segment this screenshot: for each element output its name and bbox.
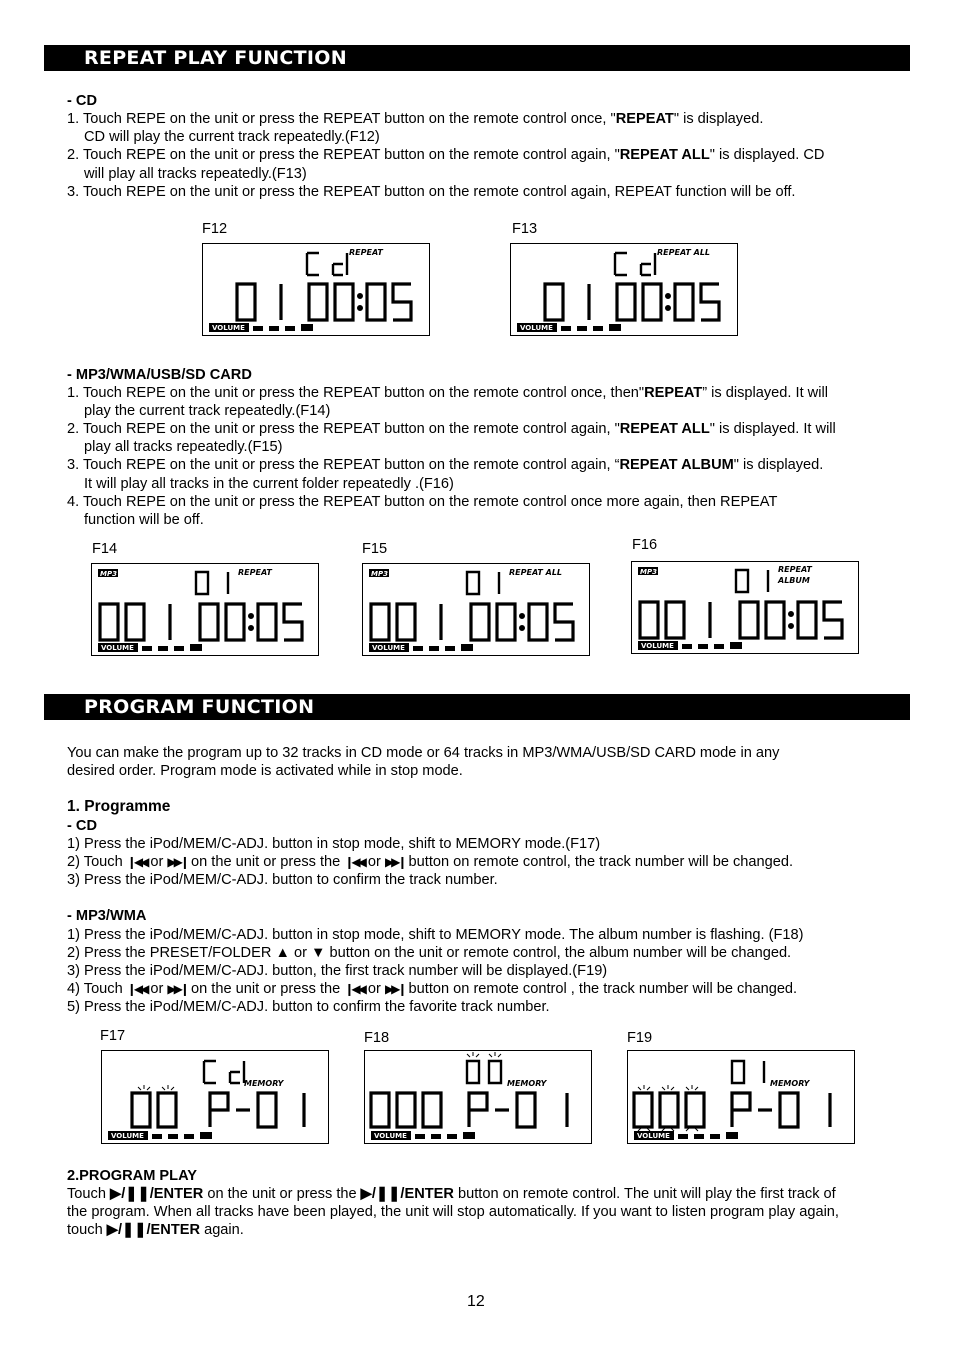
program-play-line-3: touch ▶/❚❚/ENTER again. xyxy=(67,1222,244,1238)
program-cd-step-2: 2) Touch ❙◀◀ or ▶▶❙ on the unit or press the ❙◀◀ or ▶▶❙ button on remote control, the track number will be changed. xyxy=(67,854,794,870)
flash-marks xyxy=(138,1085,174,1090)
indicator-text: REPEAT xyxy=(238,568,272,577)
figure-label: F15 xyxy=(362,541,388,557)
program-play-line-1: Touch ▶/❚❚/ENTER on the unit or press the ▶/❚❚/ENTER button on remote control. The unit will play the first track of xyxy=(67,1186,836,1202)
volume-label: VOLUME xyxy=(111,1132,144,1140)
next-track-icon: ▶▶❙ xyxy=(167,855,187,869)
volume-label: VOLUME xyxy=(641,642,674,650)
page-number: 12 xyxy=(467,1293,485,1310)
programme-heading: 1. Programme xyxy=(67,798,171,815)
repeat-cd-step-2: 2. Touch REPE on the unit or press the REPEAT button on the remote control again, "REPEAT ALL" is displayed. CD xyxy=(67,147,825,163)
indicator-text: REPEAT ALL xyxy=(657,248,711,257)
repeat-mp3-step-3: 3. Touch REPE on the unit or press the REPEAT button on the remote control again, “REPEAT ALBUM" is displayed. xyxy=(67,457,824,473)
cd-heading: - CD xyxy=(67,93,97,109)
mp3-badge: MP3 xyxy=(100,570,117,578)
mp3-badge: MP3 xyxy=(640,568,657,576)
lcd-graphic xyxy=(511,244,737,335)
volume-label: VOLUME xyxy=(101,644,134,652)
repeat-mp3-step-4: 4. Touch REPE on the unit or press the REPEAT button on the remote control once more again, then REPEAT xyxy=(67,494,778,510)
next-track-icon: ▶▶❙ xyxy=(384,982,405,996)
figure-label: F17 xyxy=(100,1028,126,1044)
next-track-icon: ▶▶❙ xyxy=(384,855,405,869)
program-intro-2: desired order. Program mode is activated while in stop mode. xyxy=(67,763,463,779)
lcd-display-f15 xyxy=(362,563,590,656)
lcd-graphic xyxy=(92,564,318,655)
flash-marks xyxy=(467,1052,501,1057)
section-header-repeat xyxy=(44,45,910,71)
lcd-display-f14 xyxy=(91,563,319,656)
indicator-text: MEMORY xyxy=(507,1079,547,1088)
figure-label: F16 xyxy=(632,537,658,553)
lcd-graphic xyxy=(632,562,858,653)
lcd-display-f13 xyxy=(510,243,738,336)
figure-label: F13 xyxy=(512,221,538,237)
figure-label: F19 xyxy=(627,1030,653,1046)
program-mp3-step-2: 2) Press the PRESET/FOLDER ▲ or ▼ button on the unit or remote control, the album number will be changed. xyxy=(67,945,792,961)
mp3-badge: MP3 xyxy=(371,570,388,578)
repeat-mp3-step-1-cont: play the current track repeatedly.(F14) xyxy=(84,403,331,419)
program-mp3-step-3: 3) Press the iPod/MEM/C-ADJ. button, the first track number will be displayed.(F19) xyxy=(67,963,608,979)
lcd-display-f18 xyxy=(364,1050,592,1144)
figure-label: F18 xyxy=(364,1030,390,1046)
lcd-display-f12 xyxy=(202,243,430,336)
program-cd-step-3: 3) Press the iPod/MEM/C-ADJ. button to confirm the track number. xyxy=(67,872,498,888)
next-track-icon: ▶▶❙ xyxy=(167,982,187,996)
indicator-text: ALBUM xyxy=(778,576,810,585)
lcd-display-f19 xyxy=(627,1050,855,1144)
program-play-heading: 2.PROGRAM PLAY xyxy=(67,1168,198,1184)
volume-label: VOLUME xyxy=(212,324,245,332)
section-header-program xyxy=(44,694,910,720)
prev-track-icon: ❙◀◀ xyxy=(126,982,147,996)
volume-label: VOLUME xyxy=(374,1132,407,1140)
program-mp3-step-5: 5) Press the iPod/MEM/C-ADJ. button to confirm the favorite track number. xyxy=(67,999,550,1015)
repeat-mp3-step-2: 2. Touch REPE on the unit or press the REPEAT button on the remote control again, "REPEAT ALL" is displayed. It will xyxy=(67,421,836,437)
repeat-mp3-step-2-cont: play all tracks repeatedly.(F15) xyxy=(84,439,283,455)
repeat-cd-step-3: 3. Touch REPE on the unit or press the REPEAT button on the remote control again, REPEAT function will be off. xyxy=(67,184,796,200)
down-arrow-icon: ▼ xyxy=(311,945,326,961)
program-intro-1: You can make the program up to 32 tracks in CD mode or 64 tracks in MP3/WMA/USB/SD CARD mode in any xyxy=(67,745,780,761)
lcd-graphic xyxy=(628,1051,854,1143)
program-cd-heading: - CD xyxy=(67,818,97,834)
repeat-cd-step-1: 1. Touch REPE on the unit or press the REPEAT button on the remote control once, "REPEAT" is displayed. xyxy=(67,111,764,127)
section-title: REPEAT PLAY FUNCTION xyxy=(84,47,347,69)
mp3-heading: - MP3/WMA/USB/SD CARD xyxy=(67,367,252,383)
lcd-graphic xyxy=(365,1051,591,1143)
lcd-graphic xyxy=(363,564,589,655)
program-play-line-2: the program. When all tracks have been played, the unit will stop automatically. If you want to listen program play again, xyxy=(67,1204,839,1220)
indicator-text: REPEAT xyxy=(778,565,812,574)
up-arrow-icon: ▲ xyxy=(275,945,290,961)
figure-label: F12 xyxy=(202,221,228,237)
lcd-display-f17 xyxy=(101,1050,329,1144)
volume-label: VOLUME xyxy=(372,644,405,652)
prev-track-icon: ❙◀◀ xyxy=(344,982,364,996)
section-title: PROGRAM FUNCTION xyxy=(84,696,315,718)
play-pause-icon: ▶/❚❚ xyxy=(360,1186,401,1202)
play-pause-icon: ▶/❚❚ xyxy=(106,1222,147,1238)
program-mp3-step-1: 1) Press the iPod/MEM/C-ADJ. button in stop mode, shift to MEMORY mode. The album number is flashing. (F18) xyxy=(67,927,804,943)
program-mp3-step-4: 4) Touch ❙◀◀ or ▶▶❙ on the unit or press the ❙◀◀ or ▶▶❙ button on remote control , the track number will be changed. xyxy=(67,981,798,997)
volume-label: VOLUME xyxy=(637,1132,670,1140)
prev-track-icon: ❙◀◀ xyxy=(126,855,147,869)
repeat-cd-step-1-cont: CD will play the current track repeatedly.(F12) xyxy=(84,129,380,145)
prev-track-icon: ❙◀◀ xyxy=(344,855,364,869)
program-cd-step-1: 1) Press the iPod/MEM/C-ADJ. button in stop mode, shift to MEMORY mode.(F17) xyxy=(67,836,601,852)
repeat-mp3-step-1: 1. Touch REPE on the unit or press the REPEAT button on the remote control once, then"REPEAT” is displayed. It will xyxy=(67,385,828,401)
repeat-mp3-step-3-cont: It will play all tracks in the current folder repeatedly .(F16) xyxy=(84,476,454,492)
repeat-mp3-step-4-cont: function will be off. xyxy=(84,512,204,528)
program-mp3-heading: - MP3/WMA xyxy=(67,908,147,924)
volume-label: VOLUME xyxy=(520,324,553,332)
figure-label: F14 xyxy=(92,541,118,557)
lcd-display-f16 xyxy=(631,561,859,654)
indicator-text: REPEAT ALL xyxy=(509,568,563,577)
indicator-text: REPEAT xyxy=(349,248,383,257)
play-pause-icon: ▶/❚❚ xyxy=(110,1186,150,1202)
lcd-graphic xyxy=(203,244,429,335)
repeat-cd-step-2-cont: will play all tracks repeatedly.(F13) xyxy=(84,166,307,182)
lcd-graphic xyxy=(102,1051,328,1143)
indicator-text: MEMORY xyxy=(244,1079,284,1088)
indicator-text: MEMORY xyxy=(770,1079,810,1088)
